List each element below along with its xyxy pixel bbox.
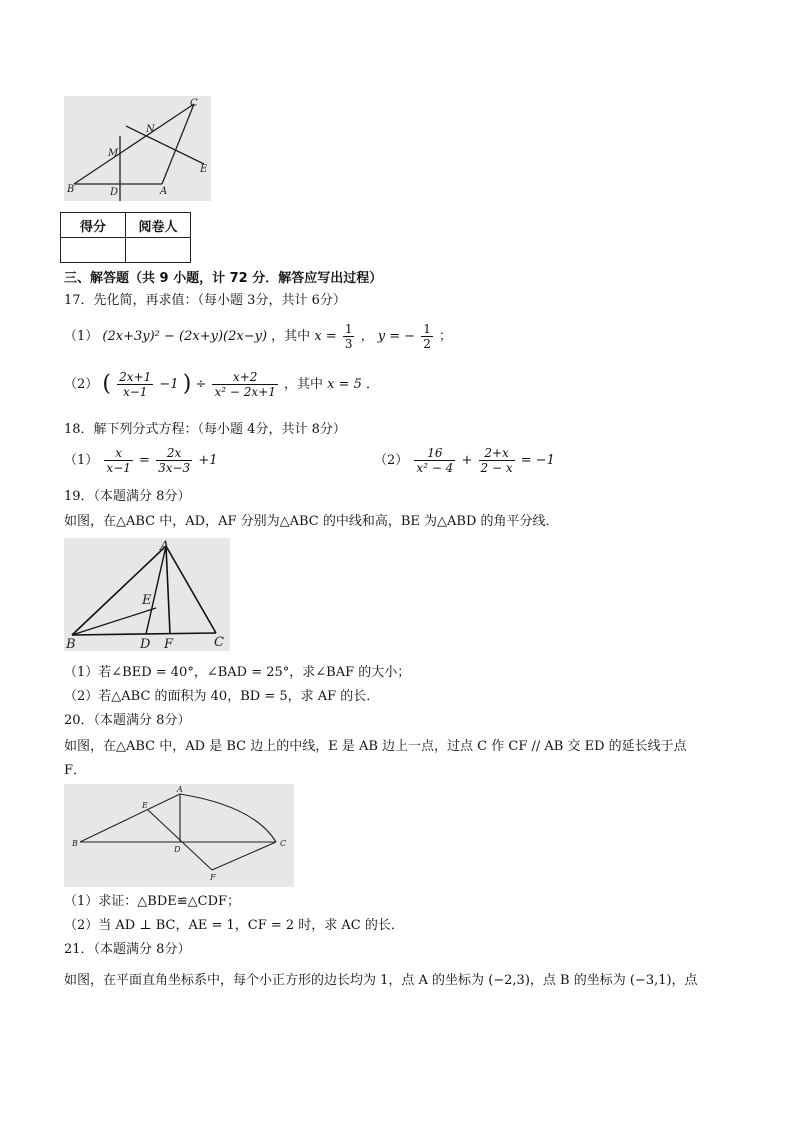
q18-part2: [374, 446, 555, 475]
q20-fig-label-f: F: [210, 873, 216, 882]
q21-stem: 如图，在平面直角坐标系中，每个小正方形的边长均为 1，点 A 的坐标为 (−2,3)，点 B 的坐标为 (−3,1)，点: [64, 973, 698, 988]
q17-p2-x: x = 5: [327, 377, 362, 392]
q17-p1-where: ，其中: [271, 329, 311, 344]
score-cell: [61, 238, 126, 263]
q20-stem-line1: 如图，在△ABC 中，AD 是 BC 边上的中线，E 是 AB 边上一点，过点 C 作 CF // AB 交 ED 的延长线于点: [64, 739, 687, 754]
q19-fig-label-c: C: [214, 635, 224, 650]
q19-fig-label-f: F: [164, 637, 174, 651]
q17-p1-prefix: （1）: [64, 329, 99, 344]
q18-p2-prefix: （2）: [374, 453, 409, 468]
q19-part1: （1）若∠BED = 40°，∠BAD = 25°，求∠BAF 的大小；: [64, 665, 411, 680]
q18-part1: [64, 446, 217, 475]
q19-fig-label-b: B: [66, 637, 76, 651]
q18-p1-eq: =: [139, 453, 150, 468]
fig1-label-d: D: [110, 187, 119, 198]
q20-fig-label-a: A: [177, 785, 183, 794]
q17-part1: [64, 322, 452, 351]
q19-fig-label-d: D: [140, 637, 151, 651]
q17-p1-expr: (2x+3y)² − (2x+y)(2x−y): [102, 329, 268, 344]
q18-p1-frac-a: $\frac{x}{x-1}$: [106, 446, 131, 475]
score-table: [60, 212, 191, 263]
q18-p1-prefix: （1）: [64, 453, 99, 468]
q17-p2-end: ．: [366, 377, 380, 392]
q17-p1-y: ， y = −: [360, 329, 416, 344]
figure-1-photo: [64, 96, 211, 201]
q18-p2-tail: = −1: [520, 453, 555, 468]
q18-heading: 18．解下列分式方程：（每小题 4分，共计 8分）: [64, 422, 346, 437]
fig1-label-n: N: [146, 124, 155, 135]
q17-p2-prefix: （2）: [64, 377, 99, 392]
q20-part1: （1）求证：△BDE≌△CDF；: [64, 894, 241, 909]
q20-part2: （2）当 AD ⊥ BC，AE = 1，CF = 2 时，求 AC 的长．: [64, 918, 404, 933]
q19-part2: （2）若△ABC 的面积为 40，BD = 5，求 AF 的长．: [64, 689, 380, 704]
q20-stem-line2: F．: [64, 763, 87, 778]
figure-q19-photo: [64, 538, 230, 651]
fig1-label-c: C: [190, 98, 198, 109]
q17-p1-end: ；: [439, 329, 453, 344]
q18-p1-frac-b: $\frac{2x}{3x-3}$: [158, 446, 191, 475]
reviewer-header: 阅卷人: [126, 213, 191, 238]
q18-p2-frac-a: $\frac{16}{\text{x² − 4}}$: [416, 446, 454, 475]
q20-heading: 20．（本题满分 8分）: [64, 713, 191, 728]
q17-part2: （2） ( $\frac{2x+1}{x-1}$ −1 ) ÷ $\frac{x+2}{\text{x² − 2x+1}}$ ，其中 x = 5 ．: [64, 370, 380, 399]
figure-q20-photo: [64, 784, 294, 887]
fig1-label-m: M: [108, 148, 119, 159]
q20-fig-label-e: E: [142, 801, 148, 810]
q18-p2-frac-b: $\frac{2+x}{2 - x}$: [480, 446, 513, 475]
q19-fig-label-a: A: [160, 539, 170, 554]
score-header: 得分: [61, 213, 126, 238]
q17-p1-x: x =: [314, 329, 337, 344]
q21-heading: 21．（本题满分 8分）: [64, 942, 191, 957]
section-3-title: 三、解答题（共 9 小题，计 72 分．解答应写出过程）: [64, 271, 383, 286]
q20-fig-label-b: B: [72, 839, 78, 848]
q17-p2-where: ，其中: [283, 377, 323, 392]
q17-p2-div: ÷: [195, 377, 207, 392]
q18-p2-plus: +: [461, 453, 473, 468]
fig1-label-a: A: [160, 186, 168, 197]
q19-stem: 如图，在△ABC 中，AD，AF 分别为△ABC 的中线和高，BE 为△ABD 的角平分线．: [64, 514, 559, 529]
q17-p2-minus1: −1: [159, 377, 179, 392]
reviewer-cell: [126, 238, 191, 263]
q19-fig-label-e: E: [142, 593, 152, 608]
q17-p2-frac1: $\frac{2x+1}{x-1}$: [119, 370, 152, 399]
q17-heading: 17．先化简，再求值：（每小题 3分，共计 6分）: [64, 293, 346, 308]
fig1-label-e: E: [200, 164, 208, 175]
q19-heading: 19．（本题满分 8分）: [64, 489, 191, 504]
q17-p1-x-frac: $\frac{1}{3}$: [344, 322, 353, 351]
q20-fig-label-d: D: [174, 845, 181, 854]
q20-fig-label-c: C: [280, 839, 287, 848]
q18-p1-tail: +1: [198, 453, 218, 468]
q17-p1-y-frac: $\frac{1}{2}$: [423, 322, 431, 351]
fig1-label-b: B: [67, 184, 75, 195]
q17-p2-frac2: $\frac{x+2}{\text{x² − 2x+1}}$: [214, 370, 276, 399]
